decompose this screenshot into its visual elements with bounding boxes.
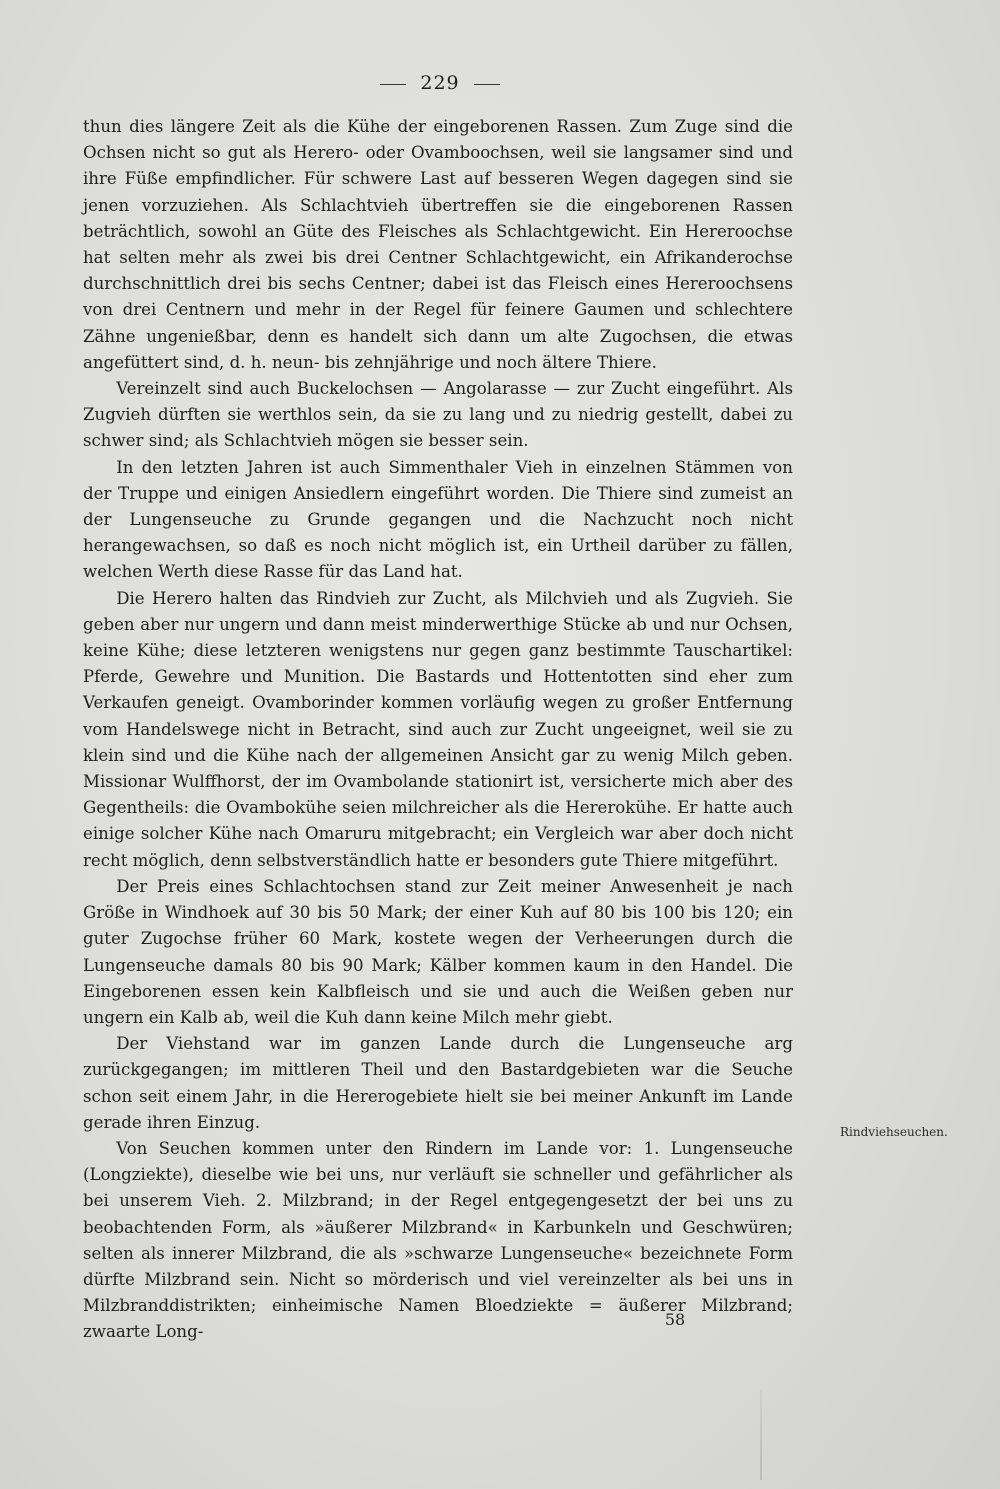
paragraph-7: Von Seuchen kommen unter den Rindern im Lande vor: 1. Lungenseuche (Longziekte), dieselbe wie bei uns, nur verläuft sie schneller und gefährlicher als bei unserem Vieh. 2. Milzbrand; in der Regel entgegengesetzt der bei uns zu beobachtenden Form, als »äußerer Milzbrand« in Karbunkeln und Geschwüren; selten als innerer Milzbrand, die als »schwarze Lungenseuche« bezeichnete Form dürfte Milzbrand sein. Nicht so mörderisch und viel vereinzelter als bei uns in Milzbranddistrikten; einheimische Namen Bloedziekte = äußerer Milzbrand; zwaarte Long-: [83, 1138, 793, 1342]
paragraph-6: Der Viehstand war im ganzen Lande durch die Lungenseuche arg zurückgegangen; im mittleren Theil und den Bastardgebieten war die Seuche schon seit einem Jahr, in die Hererogebiete hielt sie bei meiner Ankunft im Lande gerade ihren Einzug.: [83, 1034, 793, 1132]
paper-crease: [760, 1390, 762, 1480]
paragraph-3: In den letzten Jahren ist auch Simmenthaler Vieh in einzelnen Stämmen von der Truppe und einigen Ansiedlern eingeführt worden. Die Thiere sind zumeist an der Lungenseuche zu Grunde gegangen und die Nachzucht noch nicht herangewachsen, so daß es noch nicht möglich ist, ein Urtheil darüber zu fällen, welchen Werth diese Rasse für das Land hat.: [83, 457, 793, 582]
header-dash-left: [380, 84, 406, 85]
paragraph-2: Vereinzelt sind auch Buckelochsen — Angolarasse — zur Zucht eingeführt. Als Zugvieh dürften sie werthlos sein, da sie zu lang und zu niedrig gestellt, dabei zu schwer sind; als Schlachtvieh mögen sie besser sein.: [83, 379, 793, 451]
body-text: [83, 114, 793, 1346]
paragraph-4: Die Herero halten das Rindvieh zur Zucht, als Milchvieh und als Zugvieh. Sie geben aber nur ungern und dann meist minderwerthige Stücke ab und nur Ochsen, keine Kühe; diese letzteren wenigstens nur gegen ganz bestimmte Tauschartikel: Pferde, Gewehre und Munition. Die Bastards und Hottentotten sind eher zum Verkaufen geneigt. Ovamborinder kommen vorläufig wegen zu großer Entfernung vom Handelswege nicht in Betracht, sind auch zur Zucht ungeeignet, weil sie zu klein sind und die Kühe nach der allgemeinen Ansicht gar zu wenig Milch geben. Missionar Wulffhorst, der im Ovambolande stationirt ist, versicherte mich aber des Gegentheils: die Ovambokühe seien milchreicher als die Hererokühe. Er hatte auch einige solcher Kühe nach Omaruru mitgebracht; ein Vergleich war aber doch nicht recht möglich, denn selbstverständlich hatte er besonders gute Thiere mitgeführt.: [83, 588, 793, 870]
header-dash-right: [474, 84, 500, 85]
page-number: 229: [420, 72, 460, 94]
page-header: [0, 72, 880, 94]
paragraph-1: thun dies längere Zeit als die Kühe der eingeborenen Rassen. Zum Zuge sind die Ochsen nicht so gut als Herero- oder Ovamboochsen, weil sie langsamer sind und ihre Füße empfindlicher. Für schwere Last auf besseren Wegen dagegen sind sie jenen vorzuziehen. Als Schlachtvieh übertreffen sie die eingeborenen Rassen beträchtlich, sowohl an Güte des Fleisches als Schlachtgewicht. Ein Hereroochse hat selten mehr als zwei bis drei Centner Schlachtgewicht, ein Afrikanderochse durchschnittlich drei bis sechs Centner; dabei ist das Fleisch eines Hereroochsens von drei Centnern und mehr in der Regel für feinere Gaumen und schlechtere Zähne ungenießbar, denn es handelt sich dann um alte Zugochsen, die etwas angefüttert sind, d. h. neun- bis zehnjährige und noch ältere Thiere.: [83, 117, 793, 372]
margin-note-rindviehseuchen: Rindviehseuchen.: [840, 1125, 948, 1139]
paragraph-5: Der Preis eines Schlachtochsen stand zur Zeit meiner Anwesenheit je nach Größe in Windhoek auf 30 bis 50 Mark; der einer Kuh auf 80 bis 100 bis 120; ein guter Zugochse früher 60 Mark, kostete wegen der Verheerungen durch die Lungenseuche damals 80 bis 90 Mark; Kälber kommen kaum in den Handel. Die Eingeborenen essen kein Kalbfleisch und sie und auch die Weißen geben nur ungern ein Kalb ab, weil die Kuh dann keine Milch mehr giebt.: [83, 876, 793, 1027]
printer-signature: 58: [664, 1310, 686, 1329]
